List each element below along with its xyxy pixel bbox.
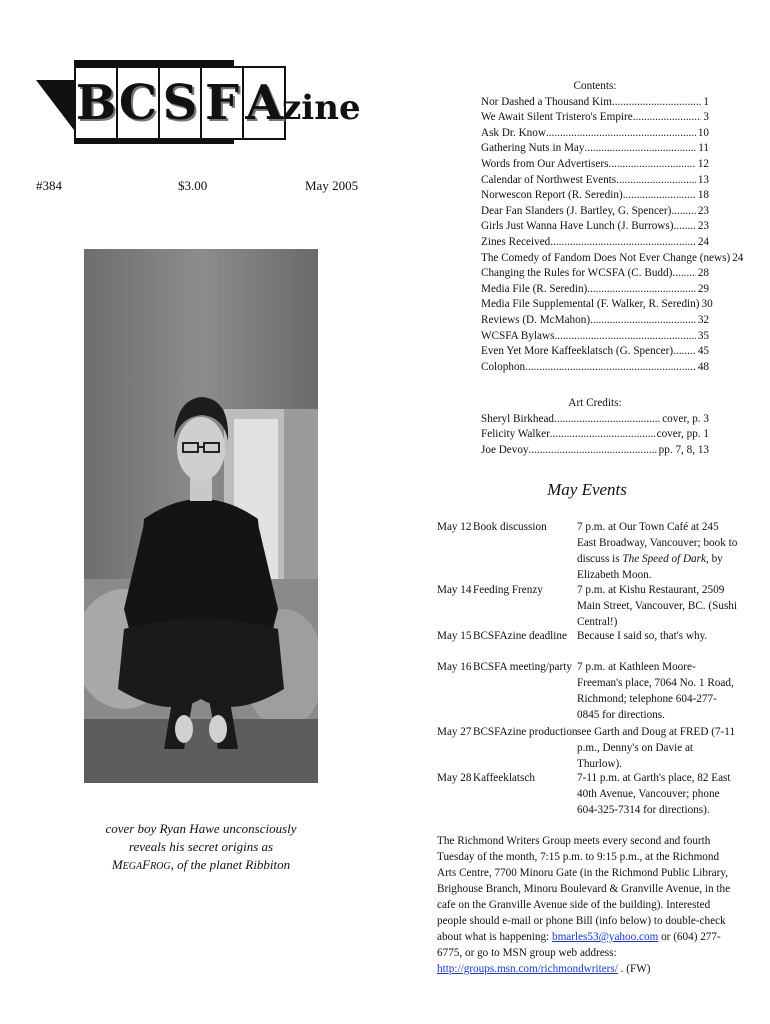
issue-date: May 2005 xyxy=(305,178,359,193)
contents-item-title: Media File (R. Seredin) xyxy=(481,282,588,295)
contents-item-page: 24 xyxy=(697,235,709,248)
contents-item-title: The Comedy of Fandom Does Not Ever Change (news) xyxy=(481,251,731,264)
art-credit-item xyxy=(481,443,709,459)
contents-leader-dots xyxy=(608,157,695,173)
contents-item-title: Colophon xyxy=(481,360,526,373)
contents-item xyxy=(481,329,709,345)
contents-item-title: Even Yet More Kaffeeklatsch (G. Spencer) xyxy=(481,345,674,358)
contents-item-page: 29 xyxy=(697,282,709,295)
msn-group-link[interactable]: http://groups.msn.com/richmondwriters/ xyxy=(437,963,618,975)
contents-leader-dots xyxy=(616,173,696,189)
contents-leader-dots xyxy=(671,204,695,220)
may-events-title: May Events xyxy=(547,480,627,499)
contents-item-title: Norwescon Report (R. Seredin) xyxy=(481,189,623,202)
contents-item-page: 23 xyxy=(697,220,709,233)
contents-item-title: Nor Dashed a Thousand Kim xyxy=(481,95,612,108)
art-credits-heading: Art Credits: xyxy=(568,397,622,409)
caption-line-1: cover boy Ryan Hawe unconsciously xyxy=(105,821,297,836)
photo-caption xyxy=(84,820,318,876)
contents-item-page: 48 xyxy=(697,360,709,373)
contents-item-page: 11 xyxy=(698,142,709,155)
contents-item xyxy=(481,313,709,329)
contents-leader-dots xyxy=(612,95,701,111)
contents-item-page: 45 xyxy=(697,345,709,358)
caption-f: F xyxy=(142,857,151,872)
contents-item-page: 32 xyxy=(697,313,709,326)
contents-item-page: 28 xyxy=(697,267,709,280)
contents-leader-dots xyxy=(554,329,695,345)
contents-item xyxy=(481,235,709,251)
contents-item-page: 35 xyxy=(697,329,709,342)
art-credit-name: Felicity Walker xyxy=(481,428,550,441)
masthead-logo xyxy=(36,58,361,148)
cover-photo xyxy=(84,249,318,783)
event-description xyxy=(577,519,739,583)
richmond-text: The Richmond Writers Group meets every second and fourth Tuesday of the month, 7:15 p.m. to 9:15 p.m., at the Richmond Arts Centre, 7700 Minoru Gate (in the Richmond Public Library, Brighouse Branch, Minoru Boulevard & Granville Avenue, in the cafe on the Granville Avenue side of the building). Interested people should e-mail or phone Bill (info below) to double-check about what is happening: xyxy=(437,835,731,943)
event-desc-text: Because I said so, that's why. xyxy=(577,630,708,642)
art-credit-leader-dots xyxy=(550,427,655,443)
contents-item xyxy=(481,297,713,313)
art-credit-name: Joe Devoy xyxy=(481,443,529,456)
contents-item-title: Calendar of Northwest Events xyxy=(481,173,617,186)
event-description xyxy=(577,724,739,772)
art-credit-name: Sheryl Birkhead xyxy=(481,412,555,425)
richmond-mid: or (604) 277-6775, or go to MSN group web address: xyxy=(437,931,721,959)
issue-price: $3.00 xyxy=(178,178,208,193)
contents-item xyxy=(481,344,709,360)
contents-item xyxy=(481,251,744,267)
contents-item-page: 3 xyxy=(703,111,709,124)
event-name: Kaffeeklatsch xyxy=(473,772,535,784)
event-desc-text: see Garth and Doug at FRED (7-11 p.m., Denny's on Davie at Thurlow). xyxy=(577,726,736,770)
contents-list xyxy=(481,95,744,376)
contents-item-title: Dear Fan Slanders (J. Bartley, G. Spencer) xyxy=(481,204,672,217)
art-credit-pages: pp. 7, 8, 13 xyxy=(658,443,709,456)
contents-heading: Contents: xyxy=(573,80,617,92)
contents-item-title: Gathering Nuts in May xyxy=(481,142,585,155)
contents-leader-dots xyxy=(623,188,696,204)
contents-leader-dots xyxy=(673,344,696,360)
masthead-arrow-icon xyxy=(36,80,76,140)
event-description xyxy=(577,770,739,818)
table-of-contents xyxy=(481,79,744,375)
contents-item-title: Reviews (D. McMahon) xyxy=(481,313,591,326)
event-date: May 16 xyxy=(437,661,472,673)
caption-m: M xyxy=(111,857,123,872)
contents-item-page: 13 xyxy=(697,173,709,186)
contents-item-page: 10 xyxy=(697,126,709,139)
caption-rog: ROG xyxy=(150,861,171,872)
masthead-zine-word: zine xyxy=(282,88,361,128)
contents-item-title: Ask Dr. Know xyxy=(481,126,546,139)
contents-item xyxy=(481,360,709,376)
issue-number: #384 xyxy=(36,178,62,193)
caption-ega: EGA xyxy=(122,861,143,872)
art-credit-item xyxy=(481,427,709,443)
contents-item-title: Zines Received xyxy=(481,235,551,248)
contents-leader-dots xyxy=(550,235,696,251)
contents-item-title: Words from Our Advertisers xyxy=(481,157,609,170)
event-desc-book-title: The Speed of Dark xyxy=(622,553,706,565)
event-desc-text: 7 p.m. at Kishu Restaurant, 2509 Main Street, Vancouver, BC. (Sushi Central!) xyxy=(577,584,737,628)
contents-item xyxy=(481,126,709,142)
event-name: BCSFA meeting/party xyxy=(473,661,572,673)
contents-item xyxy=(481,219,709,235)
event-date: May 15 xyxy=(437,630,472,642)
contents-item-title: Changing the Rules for WCSFA (C. Budd) xyxy=(481,267,673,280)
masthead-letter-a: A xyxy=(242,66,286,140)
richmond-writers-notice xyxy=(437,833,737,977)
masthead-letter-f: F xyxy=(200,66,244,140)
event-desc-text: 7-11 p.m. at Garth's place, 82 East 40th Avenue, Vancouver; phone 604-325-7314 for directions). xyxy=(577,772,731,816)
caption-line-2: reveals his secret origins as xyxy=(128,839,274,854)
contents-item xyxy=(481,95,709,111)
contents-leader-dots xyxy=(673,219,695,235)
contents-item xyxy=(481,188,709,204)
masthead-letter-s: S xyxy=(158,66,202,140)
masthead-letter-b: B xyxy=(74,66,118,140)
event-name: Feeding Frenzy xyxy=(473,584,543,596)
contents-item xyxy=(481,204,709,220)
event-desc-text: 7 p.m. at Our Town Café at 245 East Broadway, Vancouver; book to discuss is xyxy=(577,521,738,565)
event-date: May 12 xyxy=(437,521,472,533)
contents-item-page: 1 xyxy=(703,95,709,108)
contents-leader-dots xyxy=(584,141,696,157)
email-link[interactable]: bmarles53@yahoo.com xyxy=(551,931,659,943)
contents-item-page: 24 xyxy=(732,251,744,264)
event-date: May 27 xyxy=(437,726,472,738)
caption-line-3 xyxy=(84,856,318,876)
event-description xyxy=(577,582,739,630)
masthead-letter-c: C xyxy=(116,66,160,140)
art-credit-leader-dots xyxy=(554,412,660,428)
contents-item xyxy=(481,110,709,126)
event-date: May 14 xyxy=(437,584,472,596)
contents-item-title: Girls Just Wanna Have Lunch (J. Burrows) xyxy=(481,220,674,233)
event-description xyxy=(577,659,739,723)
event-description xyxy=(577,628,739,644)
contents-item xyxy=(481,266,709,282)
art-credits-list xyxy=(481,412,709,459)
contents-leader-dots xyxy=(525,360,696,376)
event-name: Book discussion xyxy=(473,521,547,533)
event-desc-text: 7 p.m. at Kathleen Moore-Freeman's place, 7064 No. 1 Road, Richmond; telephone 604-277-0845 for directions. xyxy=(577,661,734,721)
contents-item-title: Media File Supplemental (F. Walker, R. Seredin) xyxy=(481,298,700,311)
art-credit-pages: cover, pp. 1 xyxy=(656,428,709,441)
contents-item-page: 30 xyxy=(701,298,713,311)
contents-leader-dots xyxy=(587,282,696,298)
contents-leader-dots xyxy=(672,266,695,282)
event-name: BCSFAzine production xyxy=(473,726,578,738)
event-date: May 28 xyxy=(437,772,472,784)
contents-leader-dots xyxy=(546,126,696,142)
art-credit-pages: cover, p. 3 xyxy=(662,412,709,425)
contents-item-page: 23 xyxy=(697,204,709,217)
contents-leader-dots xyxy=(633,110,702,126)
contents-item xyxy=(481,157,709,173)
cover-photo-image xyxy=(84,249,318,783)
contents-leader-dots xyxy=(590,313,696,329)
contents-item-page: 18 xyxy=(697,189,709,202)
contents-item xyxy=(481,173,709,189)
contents-item-title: We Await Silent Tristero's Empire xyxy=(481,111,633,124)
richmond-end: . (FW) xyxy=(617,963,651,975)
contents-item xyxy=(481,282,709,298)
event-name: BCSFAzine deadline xyxy=(473,630,567,642)
art-credits xyxy=(481,396,709,458)
contents-item-page: 12 xyxy=(697,157,709,170)
contents-item xyxy=(481,141,709,157)
art-credit-item xyxy=(481,412,709,428)
event-desc-after: , by Elizabeth Moon. xyxy=(577,553,723,581)
art-credit-leader-dots xyxy=(529,443,657,459)
caption-planet: , of the planet Ribbiton xyxy=(170,857,291,872)
contents-item-title: WCSFA Bylaws xyxy=(481,329,555,342)
